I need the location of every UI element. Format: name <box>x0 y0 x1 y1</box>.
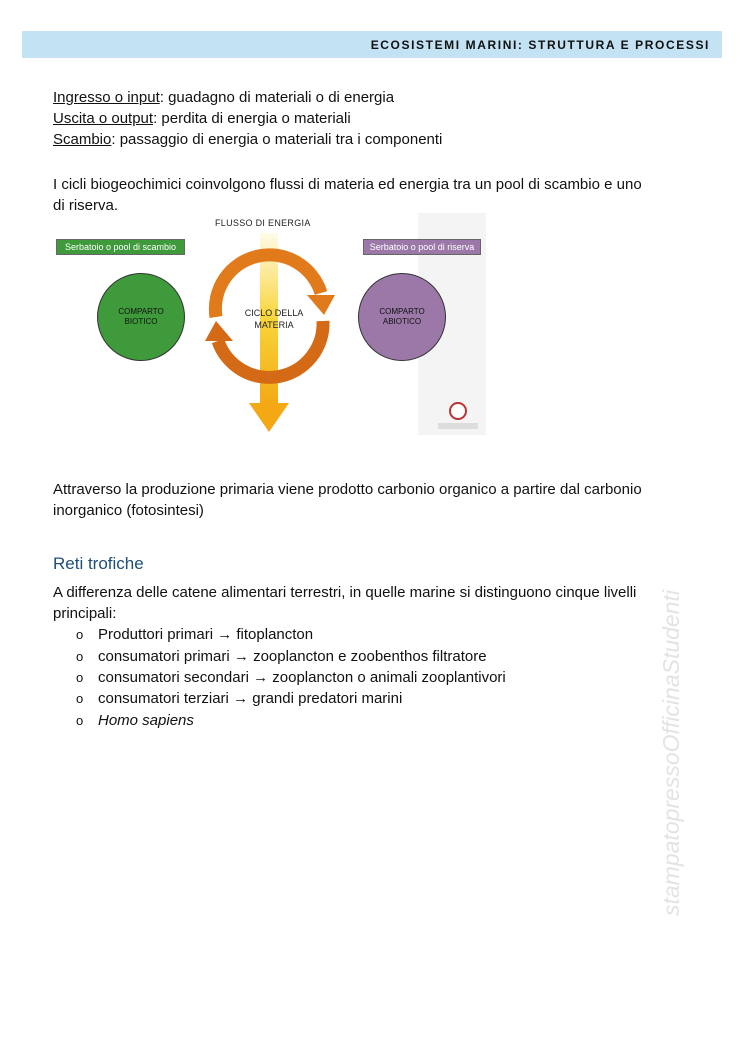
list-item <box>76 624 313 645</box>
level-label: consumatori primari <box>98 648 230 665</box>
list-item <box>76 646 487 667</box>
section-heading: Reti trofiche <box>53 554 144 573</box>
abiotic-label-line2: ABIOTICO <box>382 317 422 326</box>
bullet-icon: o <box>76 713 84 728</box>
biotic-label-line2: BIOTICO <box>124 317 158 326</box>
list-item <box>76 710 194 731</box>
abiotic-compartment <box>358 273 446 361</box>
level-label: consumatori terziari <box>98 690 229 707</box>
list-item <box>76 688 402 709</box>
definition-exchange <box>53 129 442 150</box>
reserve-pool-tag: Serbatoio o pool di riserva <box>363 239 481 255</box>
definition-input <box>53 87 394 108</box>
list-item <box>76 667 506 688</box>
definition-text: : perdita di energia o materiali <box>153 110 351 127</box>
cycle-label-line1: CICLO DELLA <box>244 308 304 318</box>
bullet-icon: o <box>76 627 84 642</box>
energy-arrow-head <box>249 403 289 432</box>
biotic-compartment <box>97 273 185 361</box>
definition-term: Scambio <box>53 131 112 148</box>
level-label: Homo sapiens <box>98 712 194 729</box>
seal-caption <box>438 423 478 429</box>
abiotic-label-line1: COMPARTO <box>379 307 425 316</box>
level-value: zooplancton e zoobenthos filtratore <box>253 648 487 665</box>
definition-text: : guadagno di materiali o di energia <box>159 89 395 106</box>
seal-icon <box>450 403 466 419</box>
cycle-label-line2: MATERIA <box>254 320 294 330</box>
watermark: stampatopressoOfficinaStudenti <box>658 589 684 916</box>
arrow-icon: → <box>253 669 269 686</box>
level-value: grandi predatori marini <box>252 690 403 707</box>
level-label: Produttori primari <box>98 626 214 643</box>
exchange-pool-tag: Serbatoio o pool di scambio <box>56 239 185 255</box>
paragraph-cycles-line1: I cicli biogeochimici coinvolgono flussi di materia ed energia tra un pool di scambio e uno <box>53 176 642 193</box>
section-intro-line2: principali: <box>53 605 117 622</box>
level-value: zooplancton o animali zooplantivori <box>272 669 506 686</box>
cycle-arrow-bottom-head <box>205 321 233 341</box>
paragraph-production-line1: Attraverso la produzione primaria viene prodotto carbonio organico a partire dal carbonio <box>53 481 642 498</box>
cycle-label <box>231 307 317 331</box>
page-header-title: ECOSISTEMI MARINI: STRUTTURA E PROCESSI <box>370 38 710 52</box>
bullet-icon: o <box>76 670 84 685</box>
level-label: consumatori secondari <box>98 669 249 686</box>
arrow-icon: → <box>233 648 249 665</box>
matter-cycle-diagram <box>53 213 486 435</box>
flow-label: FLUSSO DI ENERGIA <box>215 218 311 228</box>
arrow-icon: → <box>233 690 249 707</box>
biotic-label-line1: COMPARTO <box>118 307 164 316</box>
header-bar <box>22 31 722 58</box>
bullet-icon: o <box>76 691 84 706</box>
definition-term: Ingresso o input <box>53 89 160 106</box>
definition-output <box>53 108 351 129</box>
paragraph-production-line2: inorganico (fotosintesi) <box>53 502 204 519</box>
definition-text: : passaggio di energia o materiali tra i componenti <box>111 131 443 148</box>
arrow-icon: → <box>217 626 233 643</box>
bullet-icon: o <box>76 649 84 664</box>
section-intro-line1: A differenza delle catene alimentari terrestri, in quelle marine si distinguono cinque livelli <box>53 584 637 601</box>
level-value: fitoplancton <box>236 626 314 643</box>
paragraph-cycles-line2: di riserva. <box>53 197 119 214</box>
definition-term: Uscita o output <box>53 110 154 127</box>
